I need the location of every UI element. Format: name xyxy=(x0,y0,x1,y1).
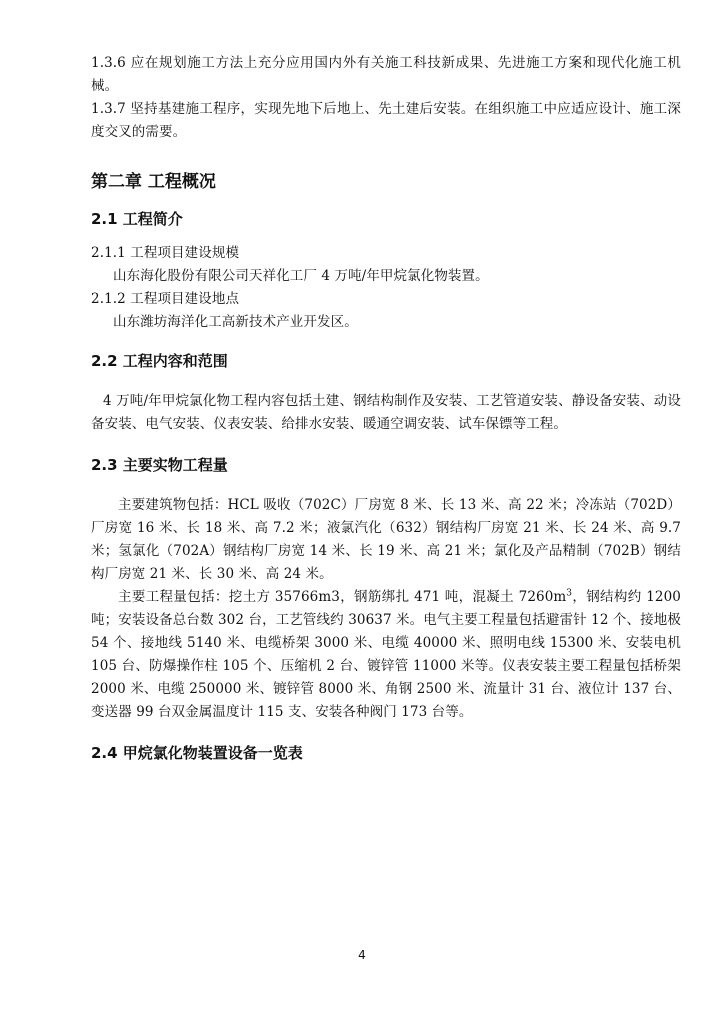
cubic-superscript: 3 xyxy=(566,588,573,599)
section-2-2-text: 4 万吨/年甲烷氯化物工程内容包括土建、钢结构制作及安装、工艺管道安装、静设备安装、动设备安装、电气安装、仪表安装、给排水安装、暖通空调安装、试车保镖等工程。 xyxy=(91,393,681,432)
paragraph-1-3-6: 1.3.6 应在规划施工方法上充分应用国内外有关施工科技新成果、先进施工方案和现代化施工机械。 xyxy=(91,55,681,94)
section-2-4-title: 2.4 甲烷氯化物装置设备一览表 xyxy=(91,744,303,762)
paragraph-1-3-7: 1.3.7 坚持基建施工程序，实现先地下后地上、先土建后安装。在组织施工中应适应设计、施工深度交叉的需要。 xyxy=(91,101,681,140)
item-2-1-2-label: 2.1.2 工程项目建设地点 xyxy=(91,291,240,307)
item-2-1-1-label: 2.1.1 工程项目建设规模 xyxy=(91,245,240,261)
section-2-1-title: 2.1 工程简介 xyxy=(91,210,183,228)
item-2-1-1-text: 山东海化股份有限公司天祥化工厂 4 万吨/年甲烷氯化物装置。 xyxy=(113,268,489,284)
quantities-text-start: 主要工程量包括：挖土方 35766m3，钢筋绑扎 471 吨，混凝土 7260m xyxy=(118,589,567,605)
quantities-text-rest: ，钢结构约 1200 吨；安装设备总台数 302 台，工艺管线约 30637 米。电气主要工程量包括避雷针 12 个、接地极 54 个、接地线 5140 米、电缆桥架 3000 米、电缆 40000 米、照明电线 15300 米、安装电机 105 台、防爆操作柱 105 个、压缩机 2 台、镀锌管 11000 米等。仪表安装主要工程量包括桥架 2000 米、电缆 250000 米、镀锌管 8000 米、角钢 2500 米、流量计 31 台、液位计 137 台、变送器 99 台双金属温度计 115 支、安装各种阀门 173 台等。 xyxy=(91,589,681,720)
section-2-3-quantities xyxy=(91,586,681,724)
section-2-3-buildings: 主要建筑物包括：HCL 吸收（702C）厂房宽 8 米、长 13 米、高 22 米；冷冻站（702D）厂房宽 16 米、长 18 米、高 7.2 米；液氯汽化（632）钢结构厂房宽 21 米、长 24 米、高 9.7 米；氢氯化（702A）钢结构厂房宽 14 米、长 19 米、高 21 米；氯化及产品精制（702B）钢结构厂房宽 21 米、长 30 米、高 24 米。 xyxy=(91,497,681,582)
item-2-1-2-text: 山东潍坊海洋化工高新技术产业开发区。 xyxy=(113,314,358,330)
section-2-3-title: 2.3 主要实物工程量 xyxy=(91,456,228,474)
page-number: 4 xyxy=(358,948,366,962)
page-content xyxy=(91,52,681,764)
chapter-title: 第二章 工程概况 xyxy=(91,172,216,192)
section-2-2-title: 2.2 工程内容和范围 xyxy=(91,352,228,370)
